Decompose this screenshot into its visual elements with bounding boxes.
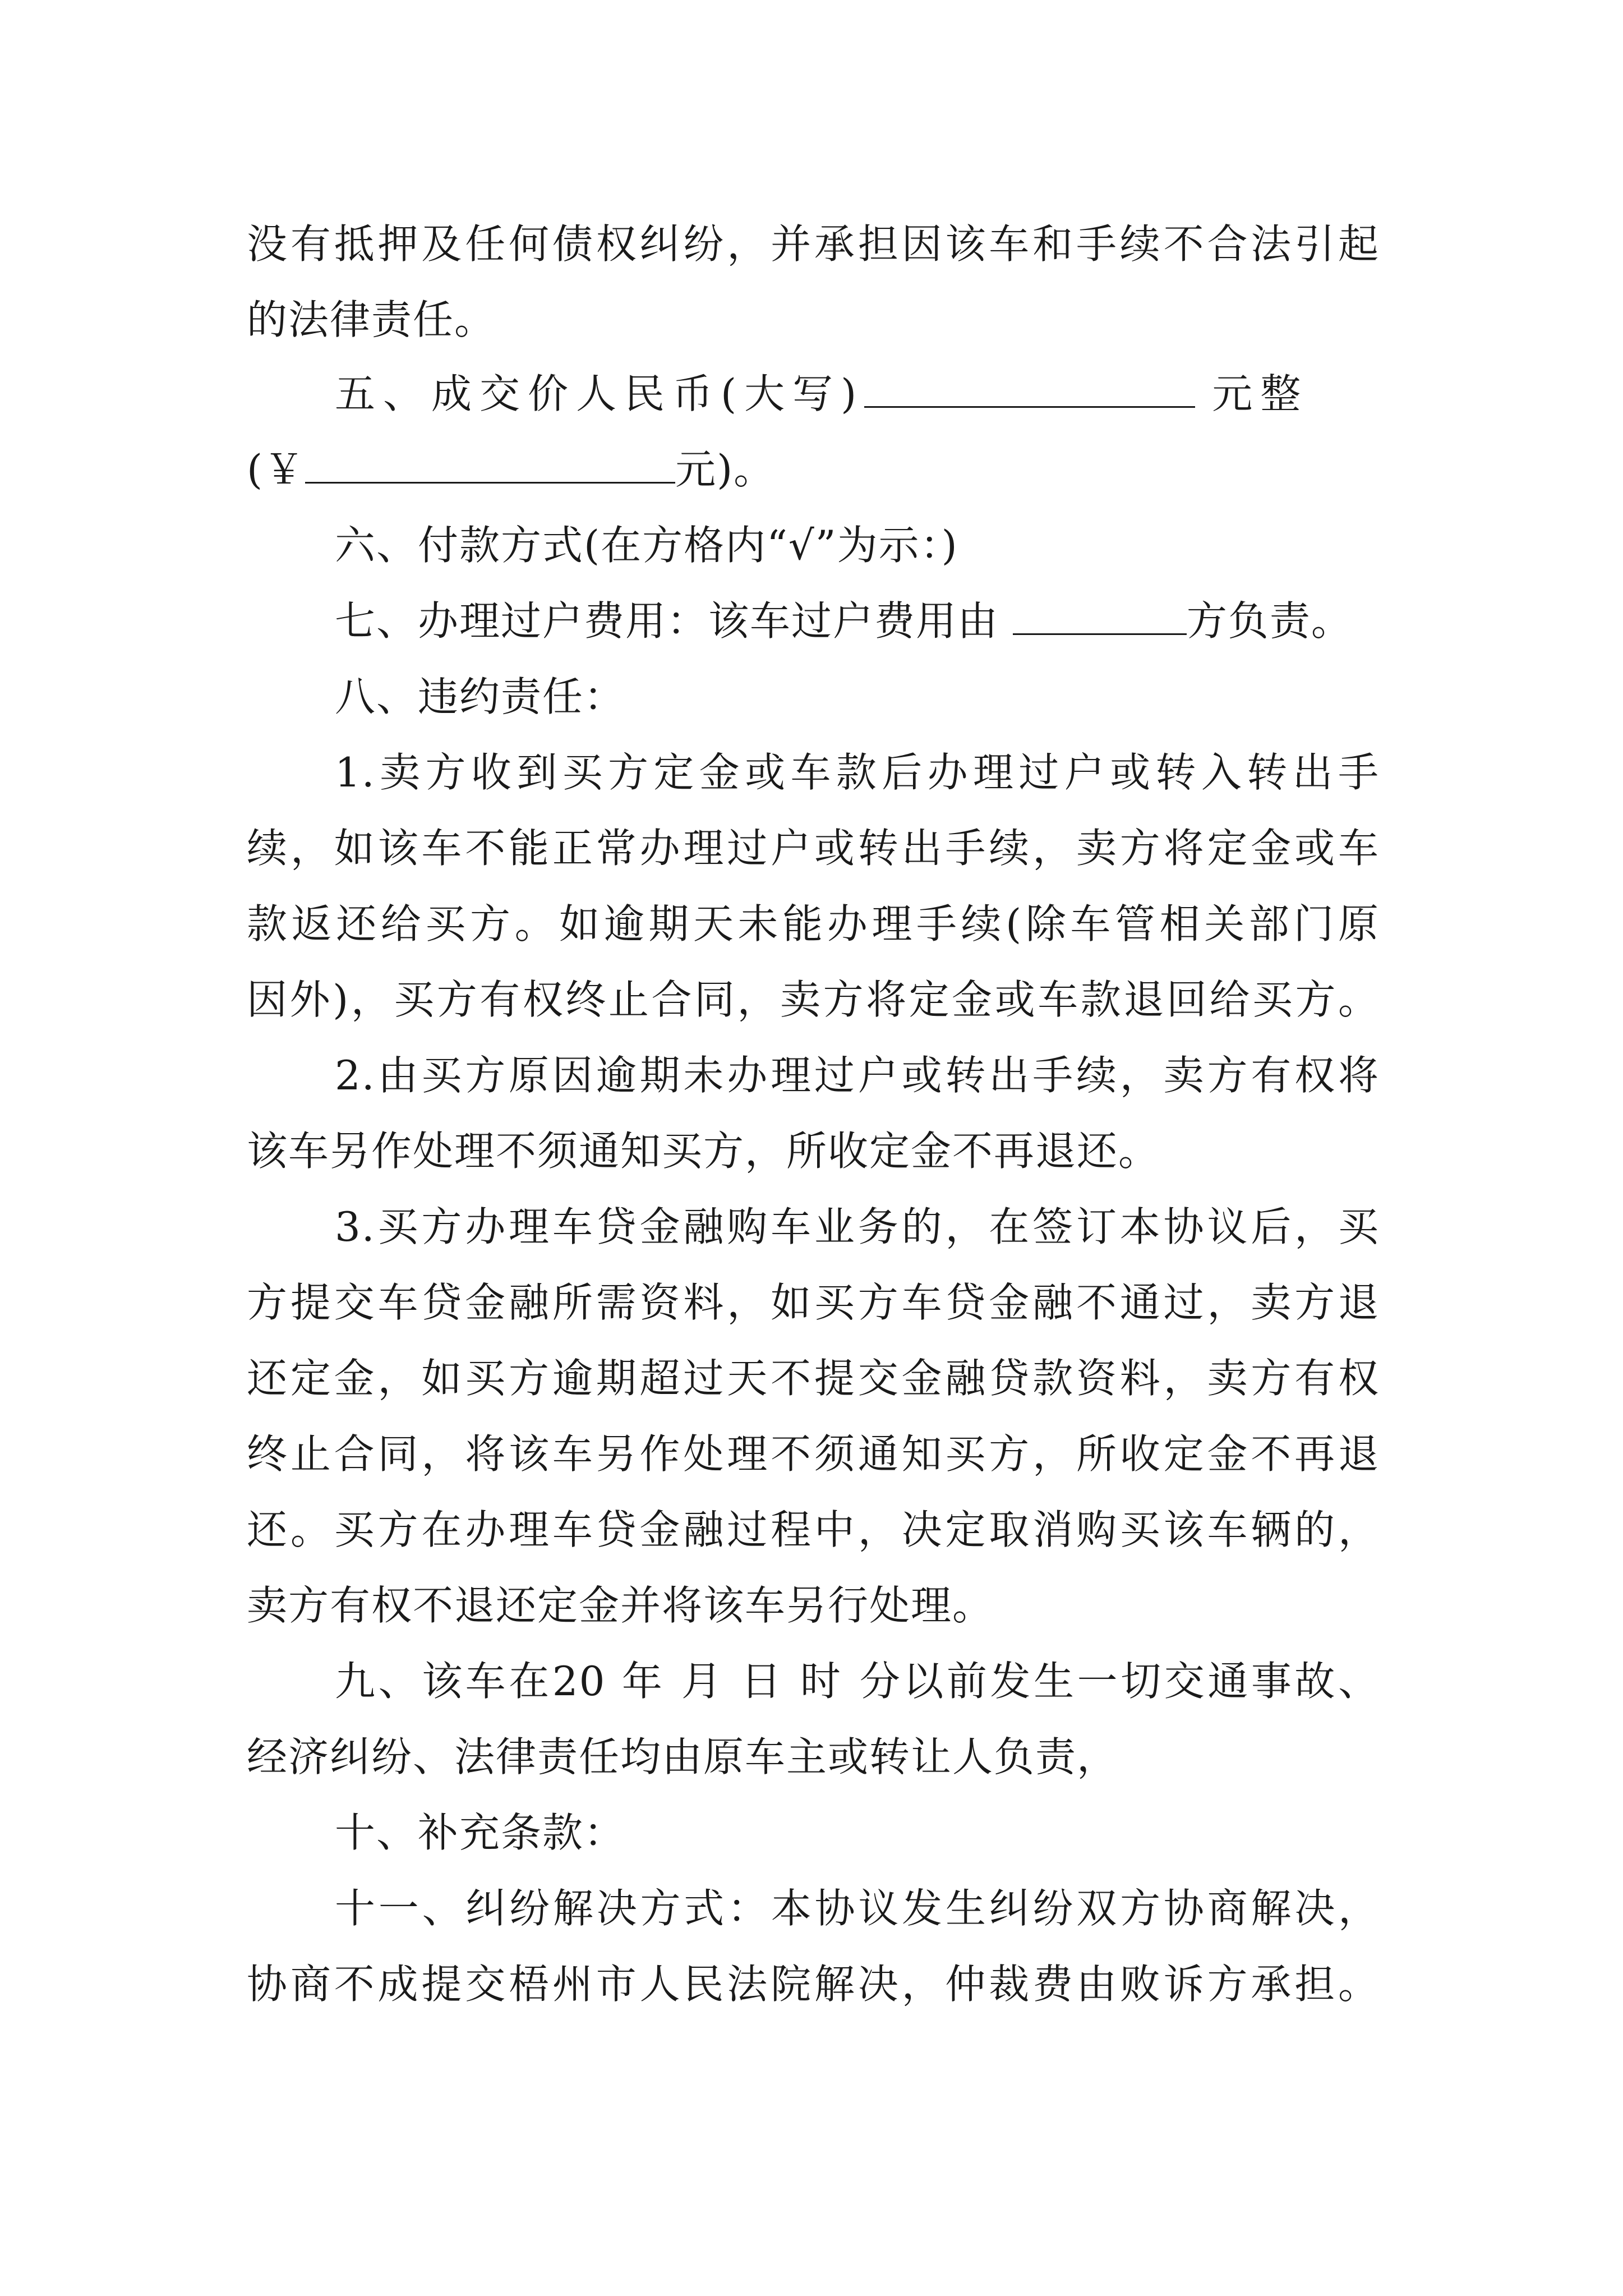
section-heading: 十、补充条款： bbox=[335, 1809, 626, 1856]
price-figure-suffix: 元)。 bbox=[675, 446, 776, 493]
price-figure-blank bbox=[305, 440, 675, 484]
price-words-suffix: 元整 bbox=[1212, 370, 1309, 417]
paragraph-line: 的法律责任。 bbox=[247, 296, 496, 343]
price-figure-label: (￥ bbox=[247, 446, 306, 493]
paragraph-line: 还定金，如买方逾期超过天不提交金融贷款资料，卖方有权 bbox=[247, 1355, 1380, 1402]
paragraph-line: 还。买方在办理车贷金融过程中，决定取消购买该车辆的， bbox=[247, 1506, 1380, 1553]
price-words-blank bbox=[864, 365, 1195, 408]
price-words-line bbox=[335, 363, 1380, 425]
paragraph-line: 卖方有权不退还定金并将该车另行处理。 bbox=[247, 1582, 994, 1629]
price-figure-line bbox=[247, 439, 1380, 500]
paragraph-line: 3.买方办理车贷金融购车业务的，在签订本协议后，买 bbox=[335, 1203, 1380, 1250]
transfer-fee-blank bbox=[1013, 592, 1187, 635]
paragraph-line: 协商不成提交梧州市人民法院解决，仲裁费由败诉方承担。 bbox=[247, 1961, 1380, 2008]
paragraph-line: 方提交车贷金融所需资料，如买方车贷金融不通过，卖方退 bbox=[247, 1279, 1380, 1326]
paragraph-line: 1.卖方收到买方定金或车款后办理过户或转入转出手 bbox=[335, 749, 1380, 796]
paragraph-line: 经济纠纷、法律责任均由原车主或转让人负责， bbox=[247, 1733, 1119, 1780]
paragraph-line: 款返还给买方。如逾期天未能办理手续(除车管相关部门原 bbox=[247, 900, 1380, 947]
transfer-fee-label: 七、办理过户费用：该车过户费用由 bbox=[335, 597, 1013, 645]
section-heading: 八、违约责任： bbox=[335, 673, 626, 720]
paragraph-line: 十一、纠纷解决方式：本协议发生纠纷双方协商解决， bbox=[335, 1885, 1380, 1932]
price-words-label: 五、成交价人民币(大写) bbox=[335, 370, 865, 417]
paragraph-line: 因外)，买方有权终止合同，卖方将定金或车款退回给买方。 bbox=[247, 976, 1380, 1023]
paragraph-line: 该车另作处理不须通知买方，所收定金不再退还。 bbox=[247, 1128, 1160, 1175]
transfer-fee-line bbox=[335, 590, 1380, 652]
paragraph-line: 续，如该车不能正常办理过户或转出手续，卖方将定金或车 bbox=[247, 825, 1380, 872]
paragraph-line: 没有抵押及任何债权纠纷，并承担因该车和手续不合法引起 bbox=[247, 220, 1380, 268]
paragraph-line: 九、该车在20 年 月 日 时 分以前发生一切交通事故、 bbox=[335, 1658, 1380, 1705]
payment-method-line: 六、付款方式(在方格内“√”为示：) bbox=[335, 522, 958, 569]
paragraph-line: 2.由买方原因逾期未办理过户或转出手续，卖方有权将 bbox=[335, 1052, 1380, 1099]
paragraph-line: 终止合同，将该车另作处理不须通知买方，所收定金不再退 bbox=[247, 1430, 1380, 1478]
transfer-fee-suffix: 方负责。 bbox=[1186, 597, 1353, 645]
